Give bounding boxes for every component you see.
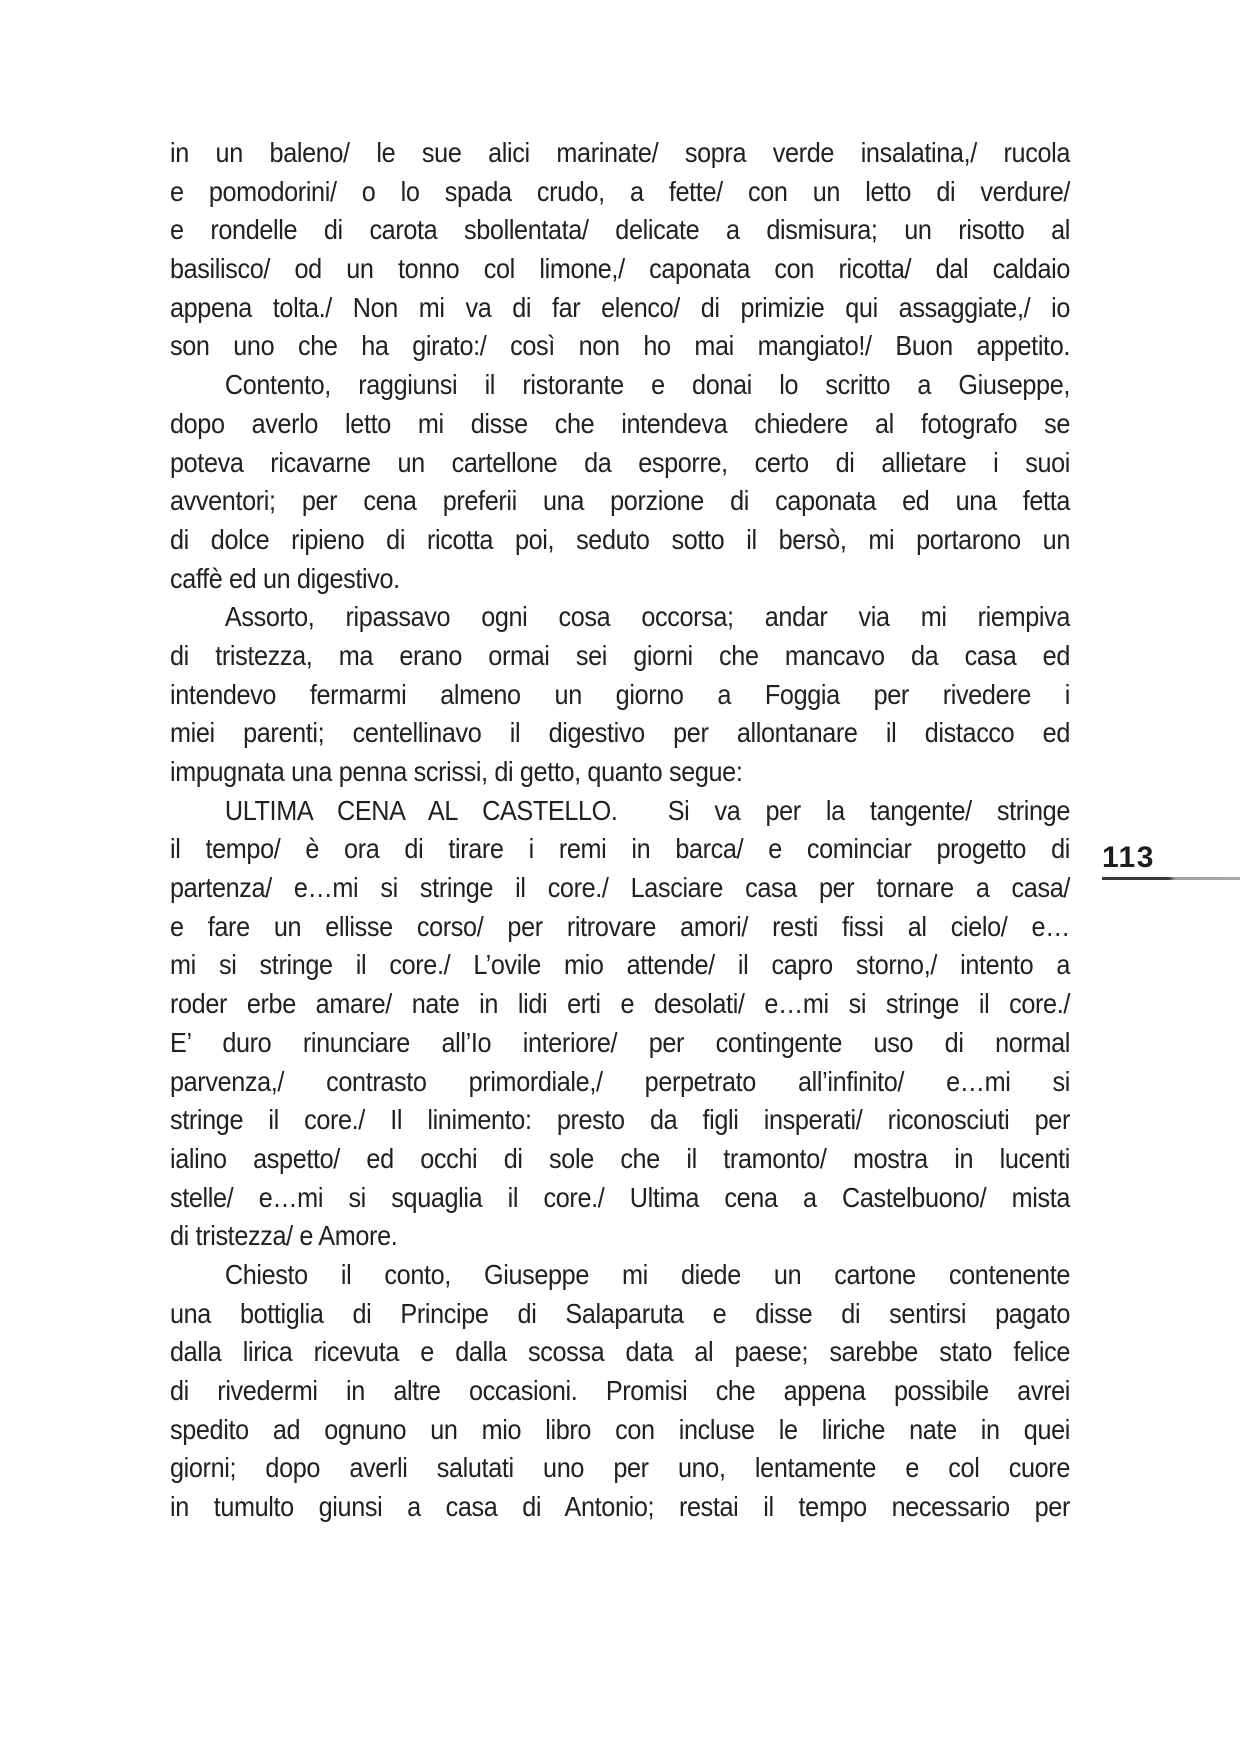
paragraph [170, 792, 1070, 1256]
text-line: di dolce ripieno di ricotta poi, seduto sotto il bersò, mi portarono un [170, 523, 1070, 555]
text-line: avventori; per cena preferii una porzione di caponata ed una fetta [170, 485, 1070, 517]
text-line: ULTIMA CENA AL CASTELLO. Si va per la tangente/ stringe [224, 794, 1070, 826]
text-line: basilisco/ od un tonno col limone,/ caponata con ricotta/ dal caldaio [170, 253, 1070, 285]
text-line: e fare un ellisse corso/ per ritrovare amori/ resti fissi al cielo/ e… [170, 910, 1070, 942]
text-line: di tristezza, ma erano ormai sei giorni che mancavo da casa ed [170, 639, 1070, 671]
text-line: dopo averlo letto mi disse che intendeva chiedere al fotografo se [170, 407, 1070, 439]
text-line: impugnata una penna scrissi, di getto, quanto segue: [170, 756, 743, 787]
text-line: miei parenti; centellinavo il digestivo per allontanare il distacco ed [170, 717, 1070, 749]
text-line: Assorto, ripassavo ogni cosa occorsa; andar via mi riempiva [224, 601, 1070, 633]
text-line: in tumulto giunsi a casa di Antonio; restai il tempo necessario per [170, 1491, 1070, 1523]
paragraph [170, 1256, 1070, 1527]
page-number-rule [1102, 877, 1240, 880]
text-line: son uno che ha girato:/ così non ho mai mangiato!/ Buon appetito. [170, 330, 1070, 362]
text-line: Chiesto il conto, Giuseppe mi diede un cartone contenente [224, 1258, 1070, 1290]
text-line: E’ duro rinunciare all’Io interiore/ per contingente uso di normal [170, 1026, 1070, 1058]
text-line: caffè ed un digestivo. [170, 562, 400, 594]
text-line: in un baleno/ le sue alici marinate/ sopra verde insalatina,/ rucola [170, 137, 1070, 168]
text-line: appena tolta./ Non mi va di far elenco/ di primizie qui assaggiate,/ io [170, 291, 1070, 323]
text-line: e rondelle di carota sbollentata/ delicate a dismisura; un risotto al [170, 214, 1070, 246]
paragraph [170, 366, 1070, 598]
text-line: spedito ad ognuno un mio libro con incluse le liriche nate in quei [170, 1413, 1070, 1445]
text-line: parvenza,/ contrasto primordiale,/ perpetrato all’infinito/ e…mi si [170, 1065, 1070, 1097]
text-line: poteva ricavarne un cartellone da esporre, certo di allietare i suoi [170, 446, 1070, 478]
text-line: una bottiglia di Principe di Salaparuta e disse di sentirsi pagato [170, 1297, 1070, 1329]
text-line: Contento, raggiunsi il ristorante e donai lo scritto a Giuseppe, [224, 369, 1070, 401]
text-line: il tempo/ è ora di tirare i remi in barca/ e cominciar progetto di [170, 833, 1070, 865]
text-line: giorni; dopo averli salutati uno per uno, lentamente e col cuore [170, 1452, 1070, 1484]
text-line: partenza/ e…mi si stringe il core./ Lasciare casa per tornare a casa/ [170, 872, 1070, 904]
text-line: di tristezza/ e Amore. [170, 1220, 398, 1252]
text-line: stelle/ e…mi si squaglia il core./ Ultima cena a Castelbuono/ mista [170, 1181, 1070, 1213]
paragraph [170, 598, 1070, 791]
text-line: intendevo fermarmi almeno un giorno a Foggia per rivedere i [170, 678, 1070, 710]
page-number: 113 [1102, 841, 1155, 874]
text-line: di rivedermi in altre occasioni. Promisi che appena possibile avrei [170, 1375, 1070, 1406]
text-line: ialino aspetto/ ed occhi di sole che il tramonto/ mostra in lucenti [170, 1142, 1070, 1174]
text-line: mi si stringe il core./ L’ovile mio attende/ il capro storno,/ intento a [170, 949, 1070, 981]
body-text [170, 134, 1070, 1527]
text-line: roder erbe amare/ nate in lidi erti e desolati/ e…mi si stringe il core./ [170, 988, 1070, 1020]
text-line: dalla lirica ricevuta e dalla scossa data al paese; sarebbe stato felice [170, 1336, 1070, 1368]
text-line: stringe il core./ Il linimento: presto da figli insperati/ riconosciuti per [170, 1104, 1070, 1136]
paragraph [170, 134, 1070, 366]
text-line: e pomodorini/ o lo spada crudo, a fette/ con un letto di verdure/ [170, 175, 1070, 207]
